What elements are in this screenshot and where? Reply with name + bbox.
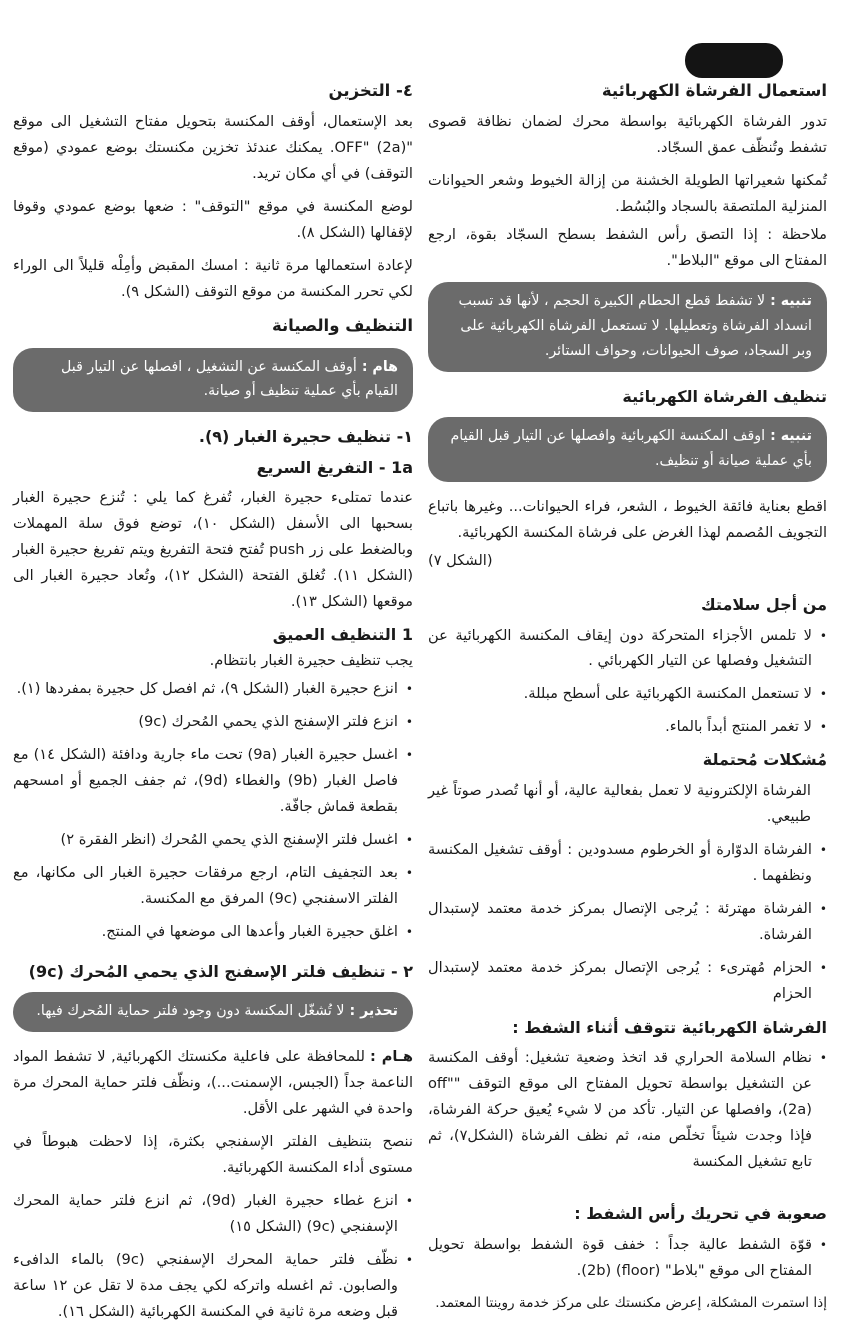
bullet-text: نظام السلامة الحراري قد اتخذ وضعية تشغيل: أوقف المكنسة عن التشغيل بواسطة تحويل المفتاح الى موقع التوقف "off" (2a)، وافصلها عن التيار. تأكد من لا شيء يُعيق حركة الفرشاة، فإذا وجدت شيئاً تخلّص منه، ثم نظف الفرشاة (الشكل٧)، ثم تابع تشغيل المكنسة [428,1049,812,1171]
bullet-text: اغلق حجيرة الغبار وأعدها الى موضعها في المنتج. [101,922,398,940]
section-heading-deep-clean: 1 التنظيف العميق [272,625,413,645]
bullet-icon: • [405,924,413,939]
important-lead: هـام : [369,1048,413,1066]
bullet-icon: • [819,1051,827,1066]
bullet-item [13,919,413,945]
column-right [428,78,827,1332]
paragraph: تُمكنها شعيراتها الطويلة الخشنة من إزالة الخيوط وشعر الحيوانات المنزلية الملتصقة بالسجاد والبُسُط. [428,172,827,216]
bullet-text: اغسل حجيرة الغبار (9a) تحت ماء جارية ودافئة (الشكل ١٤) مع فاصل الغبار (9b) والغطاء (9d)، ثم جفف الجميع أو امسحهم بقطعة قماش جافّة. [13,745,398,815]
bullet-icon: • [405,714,413,729]
section-heading-dust-bin: ١- تنظيف حجيرة الغبار (٩). [198,427,413,447]
paragraph: يجب تنظيف حجيرة الغبار بانتظام. [209,651,413,669]
bullet-icon: • [405,865,413,880]
important-lead: هام : [361,358,398,375]
bullet-text: انزع فلتر الإسفنج الذي يحمي المُحرك (9c) [138,712,398,730]
bullet-icon: • [819,842,827,857]
corner-tab [685,43,783,78]
bullet-icon: • [819,901,827,916]
paragraph: تدور الفرشاة الكهربائية بواسطة محرك لضمان نظافة قصوى تشفط وتُنظّف عمق السجّاد. [428,113,827,157]
section-heading-brush-stops: الفرشاة الكهربائية تتوقف أثناء الشفط : [512,1017,827,1037]
bullet-text: بعد التجفيف التام، ارجع مرفقات حجيرة الغبار الى مكانها، مع الفلتر الاسفنجي (9c) المرفق مع المكنسة. [13,863,398,907]
bullet-icon: • [819,628,827,643]
bullet-icon: • [819,687,827,702]
paragraph-important [13,1044,413,1122]
bullet-item [13,709,413,735]
bullet-item [428,1045,827,1175]
bullet-item [13,1188,413,1240]
bullet-icon: • [819,720,827,735]
bullet-text: لا تغمر المنتج أبداً بالماء. [665,718,812,736]
section-heading-brush-use: استعمال الفرشاة الكهربائية [601,81,827,100]
bullet-item [13,827,413,853]
section-heading-maintenance: التنظيف والصيانة [271,316,413,336]
caution-box [13,992,413,1032]
bullet-item [13,860,413,912]
bullet-item [428,681,827,707]
paragraph: بعد الإستعمال، أوقف المكنسة بتحويل مفتاح التشغيل الى موقع "OFF" (2a). يمكنك عندئذ تخزين مكنستك بوضع عمودي (موقع التوقف) في أي مكان تريد. [13,113,413,183]
paragraph: اقطع بعناية فائقة الخيوط ، الشعر، فراء الحيوانات... وغيرها باتباع التجويف المُصمم لهذا الغرض على فرشاة المكنسة الكهربائية. [428,498,827,541]
bullet-text: انزع غطاء حجيرة الغبار (9d)، ثم انزع فلتر حماية المحرك الإسفنجي (9c) (الشكل ١٥) [13,1191,398,1235]
bullet-text: قوّة الشفط عالية جداً : خفف قوة الشفط بواسطة تحويل المفتاح الى موقع "بلاط" (floor) (2b). [428,1235,812,1279]
bullet-icon: • [405,1193,413,1208]
bullet-item [13,742,413,820]
paragraph: عندما تمتلىء حجيرة الغبار، تُفرغ كما يلي : تُنزع حجيرة الغبار بسحبها الى الأسفل (الشكل ١٠)، توضع فوق سلة المهملات وبالضغط على زر push تُفتح فتحة التفريغ ويتم تفريغ حجيرة الغبار (الشكل ١١). تُغلق الفتحة (الشكل ١٢)، وتُعاد حجيرة الغبار الى موقعها (الشكل ١٣). [13,489,414,611]
paragraph: ننصح بتنظيف الفلتر الإسفنجي بكثرة، إذا لاحظت هبوطاً في مستوى أداء المكنسة الكهربائية. [13,1133,413,1176]
bullet-item [428,1232,827,1284]
bullet-item [13,1247,413,1325]
paragraph: الفرشاة الإلكترونية لا تعمل بفعالية عالية، أو أنها تُصدر صوتاً غير طبيعي. [428,782,811,826]
bullet-icon: • [405,681,413,696]
section-heading-brush-clean: تنظيف الفرشاة الكهربائية [622,386,827,406]
section-heading-safety: من أجل سلامتك [701,594,827,614]
section-heading-head-hard: صعوبة في تحريك رأس الشفط : [574,1204,827,1224]
important-text: أوقف المكنسة عن التشغيل ، افصلها عن التيار قبل القيام بأي عملية تنظيف أو صيانة. [61,358,398,400]
section-heading-quick-empty: 1a - التفريغ السريع [256,457,413,477]
paragraph: لوضع المكنسة في موقع "التوقف" : ضعها بوضع عمودي وقوفا لإقفالها (الشكل ٨). [13,198,413,242]
bullet-icon: • [819,1237,827,1252]
bullet-icon: • [819,960,827,975]
bullet-icon: • [405,1252,413,1267]
bullet-item [428,896,827,948]
paragraph-footer: إذا استمرت المشكلة، إعرض مكنستك على مركز خدمة روينتا المعتمد. [435,1294,827,1311]
paragraph: لإعادة استعمالها مرة ثانية : امسك المقبض وأمِلْه قليلاً الى الوراء لكي تحرر المكنسة من موقع التوقف (الشكل ٩). [13,257,413,301]
figure-reference: (الشكل ٧) [428,551,493,569]
bullet-text: الفرشاة مهترئة : يُرجى الإتصال بمركز خدمة معتمد لإستبدال الفرشاة. [428,899,812,943]
bullet-text: نظّف فلتر حماية المحرك الإسفنجي (9c) بالماء الدافىء والصابون. ثم اغسله واتركه لكي يجف مدة لا تقل عن ١٢ ساعة قبل وضعه مرة ثانية في المكنسة الكهربائية (الشكل ١٦). [13,1250,398,1320]
page-columns [13,42,827,1332]
bullet-item [428,955,827,1007]
warning-lead: تنبيه : [770,428,812,445]
warning-box [428,282,827,372]
bullet-text: اغسل فلتر الإسفنج الذي يحمي المُحرك (انظر الفقرة ٢) [60,830,398,848]
bullet-item [13,676,413,702]
section-heading-foam-filter: ٢ - تنظيف فلتر الإسفنج الذي يحمي المُحرك (9c) [28,961,413,981]
caution-text: لا تُشغّل المكنسة دون وجود فلتر حماية المُحرك فيها. [36,1003,345,1020]
bullet-icon: • [405,832,413,847]
paragraph-note: ملاحظة : إذا التصق رأس الشفط بسطح السجّاد بقوة، ارجع المفتاح الى موقع "البلاط". [428,226,827,270]
section-heading-problems: مُشكلات مُحتملة [702,750,827,770]
bullet-text: انزع حجيرة الغبار (الشكل ٩)، ثم افصل كل حجيرة بمفردها (١). [16,679,398,697]
bullet-item [428,714,827,740]
bullet-text: الفرشاة الدوّارة أو الخرطوم مسدودين : أوقف تشغيل المكنسة ونظفهما . [428,840,812,884]
important-box [13,348,413,413]
caution-lead: تحذير : [349,1003,398,1020]
bullet-text: لا تستعمل المكنسة الكهربائية على أسطح مبللة. [523,685,812,703]
section-heading-storage: ٤- التخزين [328,81,413,100]
bullet-text: لا تلمس الأجزاء المتحركة دون إيقاف المكنسة الكهربائية عن التشغيل وفصلها عن التيار الكهربائي . [428,626,812,670]
bullet-item [428,837,827,889]
warning-text: لا تشفط قطع الحطام الكبيرة الحجم ، لأنها قد تسبب انسداد الفرشاة وتعطيلها. لا تستعمل الفرشاة الكهربائية على وبر السجاد، صوف الحيوانات، وحواف الستائر. [458,293,812,359]
warning-lead: تنبيه : [770,293,812,310]
bullet-text: الحزام مُهترىء : يُرجى الإتصال بمركز خدمة معتمد لإستبدال الحزام [428,958,812,1002]
bullet-icon: • [405,747,413,762]
warning-box [428,417,827,482]
bullet-item [428,623,827,675]
column-left [13,78,413,1332]
warning-text: اوقف المكنسة الكهربائية وافصلها عن التيار قبل القيام بأي عملية صيانة أو تنظيف. [450,428,812,470]
important-text: للمحافظة على فاعلية مكنستك الكهربائية, لا تشفط المواد الناعمة جداً (الجبس، الإسمنت...)، ونظّف فلتر حماية المحرك مرة واحدة في الشهر على الأقل. [13,1048,413,1118]
